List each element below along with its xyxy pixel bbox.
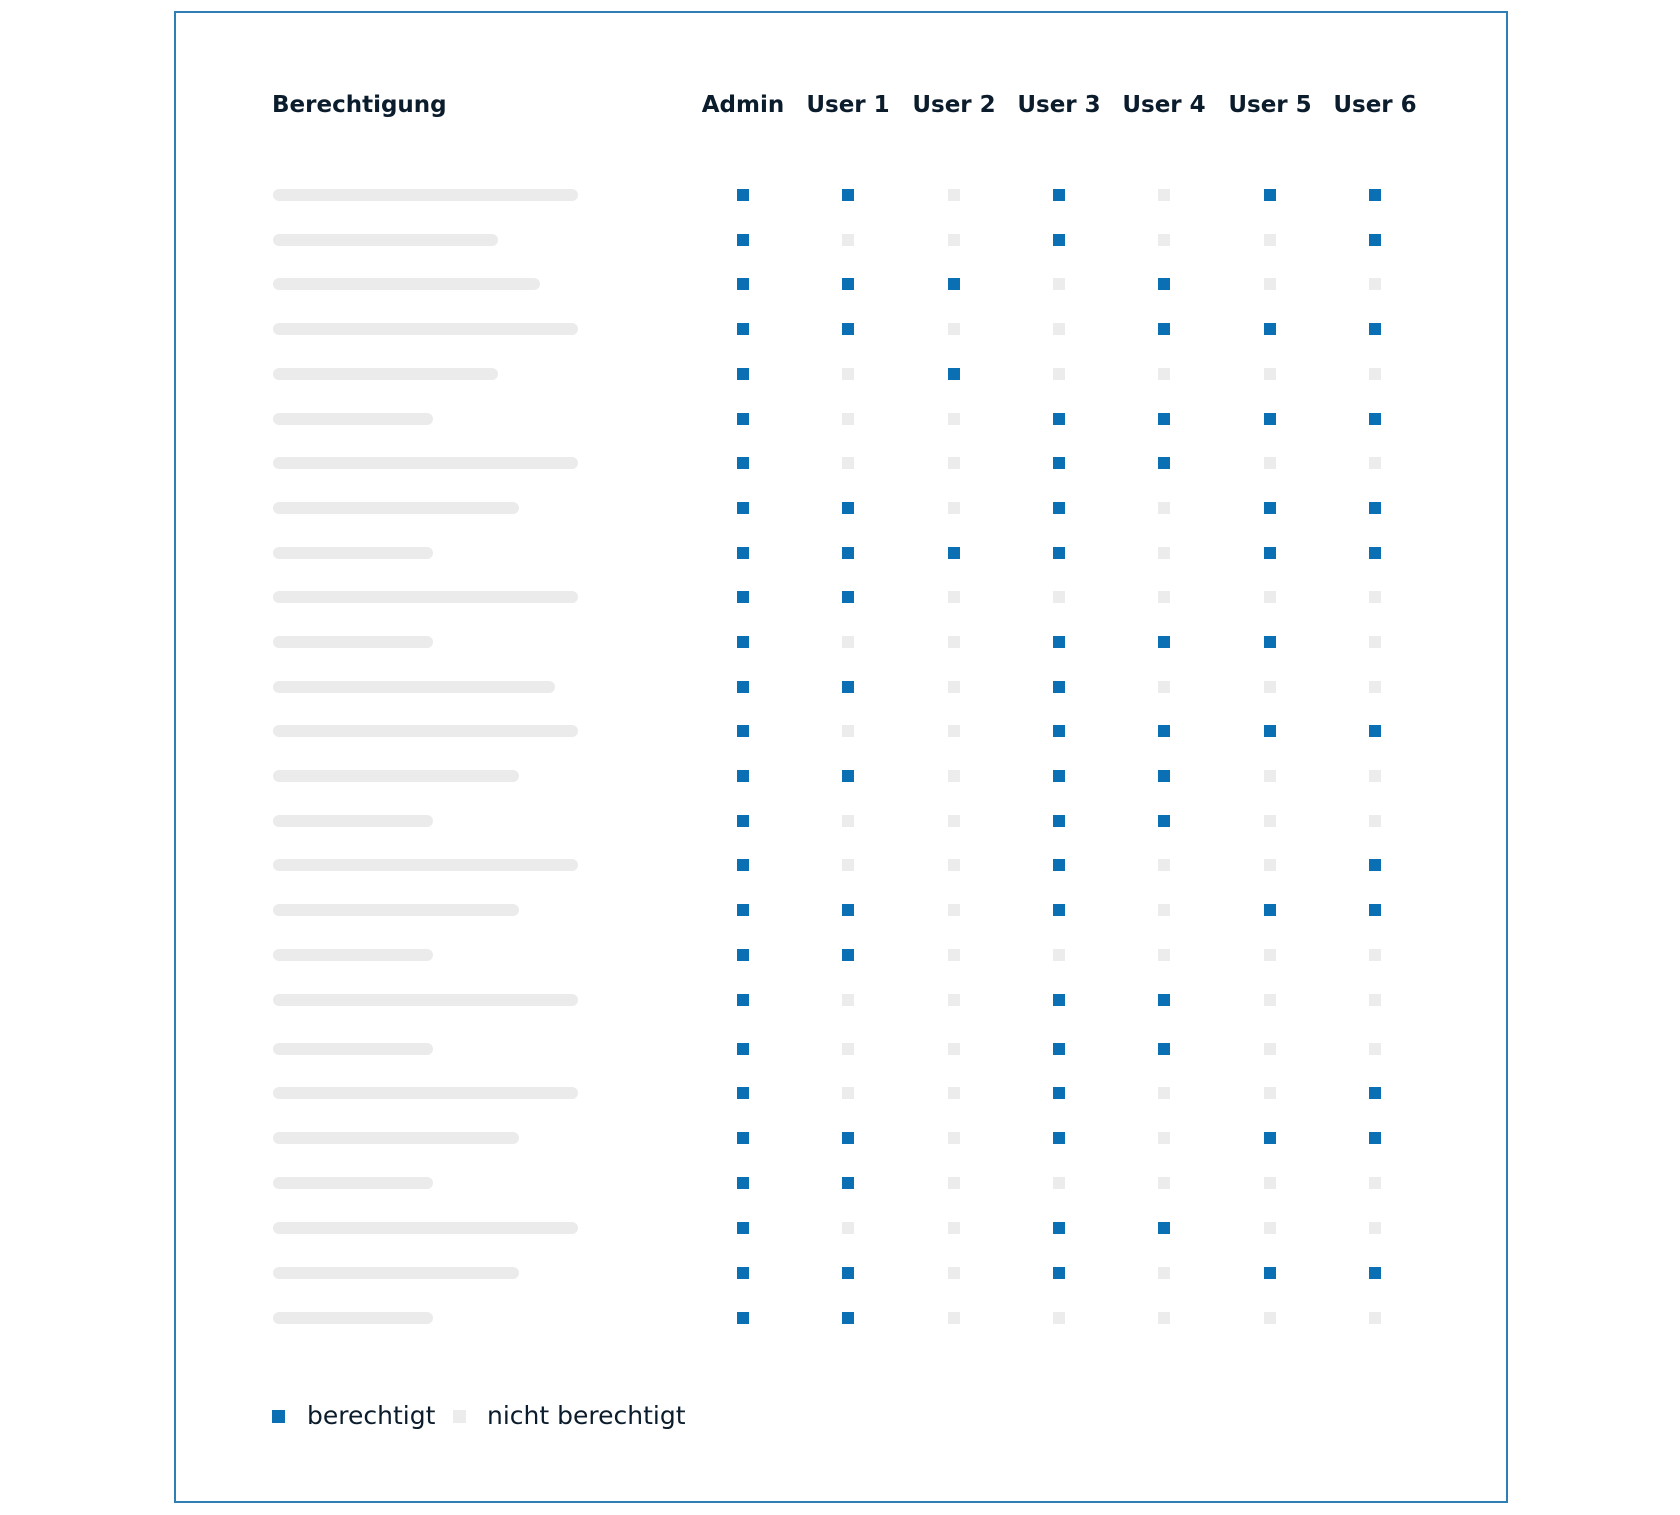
- granted-marker: [842, 681, 854, 693]
- granted-marker: [1053, 725, 1065, 737]
- legend-granted-label: berechtigt: [307, 1401, 436, 1430]
- granted-marker: [1053, 904, 1065, 916]
- permission-label-placeholder: [273, 189, 578, 201]
- denied-marker: [842, 368, 854, 380]
- permission-label-placeholder: [273, 413, 433, 425]
- denied-marker: [1264, 815, 1276, 827]
- granted-marker: [737, 502, 749, 514]
- denied-marker: [948, 323, 960, 335]
- granted-marker: [737, 1267, 749, 1279]
- denied-marker: [1369, 815, 1381, 827]
- denied-marker: [1264, 368, 1276, 380]
- permission-label-placeholder: [273, 457, 578, 469]
- granted-marker: [1264, 547, 1276, 559]
- denied-marker: [1264, 770, 1276, 782]
- granted-marker: [1369, 323, 1381, 335]
- denied-marker: [1264, 681, 1276, 693]
- denied-marker: [948, 1132, 960, 1144]
- granted-marker: [1053, 770, 1065, 782]
- granted-marker: [1264, 1267, 1276, 1279]
- granted-marker: [737, 1312, 749, 1324]
- granted-marker: [948, 547, 960, 559]
- granted-marker: [737, 1177, 749, 1189]
- denied-marker: [1158, 1087, 1170, 1099]
- denied-marker: [1158, 368, 1170, 380]
- granted-marker: [1053, 994, 1065, 1006]
- denied-marker: [842, 1087, 854, 1099]
- column-header-user-3: User 3: [1017, 92, 1101, 118]
- denied-marker: [1264, 1087, 1276, 1099]
- granted-marker: [1053, 234, 1065, 246]
- granted-marker: [1369, 1087, 1381, 1099]
- denied-marker: [1369, 278, 1381, 290]
- granted-marker: [842, 1267, 854, 1279]
- column-header-user-1: User 1: [806, 92, 890, 118]
- denied-marker: [842, 636, 854, 648]
- permission-column-header: Berechtigung: [272, 92, 447, 118]
- permission-label-placeholder: [273, 1312, 433, 1324]
- denied-marker: [842, 1043, 854, 1055]
- permission-label-placeholder: [273, 278, 540, 290]
- granted-marker: [842, 904, 854, 916]
- denied-marker: [1264, 591, 1276, 603]
- denied-marker: [948, 1312, 960, 1324]
- denied-marker: [1369, 457, 1381, 469]
- denied-marker: [948, 949, 960, 961]
- granted-marker: [737, 681, 749, 693]
- denied-marker: [842, 413, 854, 425]
- granted-marker: [1158, 994, 1170, 1006]
- permission-label-placeholder: [273, 1267, 519, 1279]
- granted-marker: [1158, 278, 1170, 290]
- denied-marker: [1158, 949, 1170, 961]
- denied-marker: [1264, 457, 1276, 469]
- permission-label-placeholder: [273, 770, 519, 782]
- denied-marker: [1369, 994, 1381, 1006]
- denied-marker: [1369, 368, 1381, 380]
- granted-marker: [737, 1222, 749, 1234]
- column-header-user-5: User 5: [1228, 92, 1312, 118]
- granted-marker: [737, 725, 749, 737]
- denied-marker: [948, 591, 960, 603]
- permission-label-placeholder: [273, 1222, 578, 1234]
- granted-marker: [842, 1177, 854, 1189]
- denied-marker: [948, 457, 960, 469]
- permission-label-placeholder: [273, 815, 433, 827]
- granted-marker: [737, 591, 749, 603]
- granted-marker: [1158, 725, 1170, 737]
- granted-marker: [1053, 1087, 1065, 1099]
- permission-label-placeholder: [273, 904, 519, 916]
- granted-marker: [1158, 413, 1170, 425]
- granted-marker: [1264, 1132, 1276, 1144]
- denied-marker: [842, 234, 854, 246]
- denied-marker: [1053, 1177, 1065, 1189]
- denied-marker: [1264, 278, 1276, 290]
- granted-marker: [737, 323, 749, 335]
- column-header-user-6: User 6: [1333, 92, 1417, 118]
- granted-marker: [1369, 413, 1381, 425]
- granted-marker: [1369, 1267, 1381, 1279]
- denied-marker: [948, 1267, 960, 1279]
- granted-marker: [1158, 323, 1170, 335]
- denied-marker: [842, 994, 854, 1006]
- denied-marker: [1158, 904, 1170, 916]
- denied-marker: [948, 725, 960, 737]
- granted-marker: [1369, 502, 1381, 514]
- denied-marker: [1053, 323, 1065, 335]
- granted-marker: [737, 457, 749, 469]
- granted-marker: [1264, 502, 1276, 514]
- denied-marker: [1369, 591, 1381, 603]
- permission-label-placeholder: [273, 636, 433, 648]
- denied-marker: [1369, 1177, 1381, 1189]
- denied-marker: [1053, 278, 1065, 290]
- granted-marker: [842, 502, 854, 514]
- denied-marker: [1369, 1312, 1381, 1324]
- denied-marker: [948, 1087, 960, 1099]
- denied-marker: [948, 413, 960, 425]
- granted-marker: [1053, 1043, 1065, 1055]
- permission-label-placeholder: [273, 1132, 519, 1144]
- permission-label-placeholder: [273, 502, 519, 514]
- granted-marker: [1053, 859, 1065, 871]
- denied-marker: [1369, 636, 1381, 648]
- granted-marker: [842, 189, 854, 201]
- denied-marker: [1158, 547, 1170, 559]
- permission-label-placeholder: [273, 859, 578, 871]
- granted-marker: [737, 413, 749, 425]
- granted-marker: [737, 234, 749, 246]
- granted-marker: [1158, 1043, 1170, 1055]
- denied-marker: [1158, 859, 1170, 871]
- permission-label-placeholder: [273, 547, 433, 559]
- denied-marker: [948, 1222, 960, 1234]
- denied-marker: [1158, 591, 1170, 603]
- granted-marker: [1053, 815, 1065, 827]
- denied-marker: [1369, 681, 1381, 693]
- column-header-user-2: User 2: [912, 92, 996, 118]
- legend-granted-swatch: [272, 1410, 285, 1423]
- granted-marker: [737, 636, 749, 648]
- permission-label-placeholder: [273, 949, 433, 961]
- granted-marker: [842, 278, 854, 290]
- denied-marker: [1158, 1177, 1170, 1189]
- denied-marker: [842, 1222, 854, 1234]
- denied-marker: [948, 189, 960, 201]
- granted-marker: [1053, 547, 1065, 559]
- denied-marker: [948, 681, 960, 693]
- denied-marker: [1264, 994, 1276, 1006]
- granted-marker: [737, 994, 749, 1006]
- permission-label-placeholder: [273, 323, 578, 335]
- granted-marker: [737, 1132, 749, 1144]
- granted-marker: [737, 1087, 749, 1099]
- granted-marker: [737, 770, 749, 782]
- denied-marker: [1264, 949, 1276, 961]
- denied-marker: [1158, 1132, 1170, 1144]
- granted-marker: [1158, 815, 1170, 827]
- granted-marker: [1264, 189, 1276, 201]
- granted-marker: [737, 278, 749, 290]
- permission-label-placeholder: [273, 591, 578, 603]
- granted-marker: [1053, 189, 1065, 201]
- granted-marker: [737, 815, 749, 827]
- granted-marker: [842, 949, 854, 961]
- denied-marker: [948, 994, 960, 1006]
- granted-marker: [1369, 725, 1381, 737]
- granted-marker: [1264, 413, 1276, 425]
- denied-marker: [1369, 1043, 1381, 1055]
- denied-marker: [1053, 1312, 1065, 1324]
- denied-marker: [1264, 1312, 1276, 1324]
- denied-marker: [948, 815, 960, 827]
- granted-marker: [842, 1312, 854, 1324]
- legend-denied-swatch: [453, 1410, 466, 1423]
- granted-marker: [842, 770, 854, 782]
- granted-marker: [737, 547, 749, 559]
- permission-label-placeholder: [273, 368, 498, 380]
- permission-label-placeholder: [273, 725, 578, 737]
- granted-marker: [1053, 681, 1065, 693]
- denied-marker: [1158, 1267, 1170, 1279]
- permission-label-placeholder: [273, 234, 498, 246]
- denied-marker: [1264, 1177, 1276, 1189]
- denied-marker: [948, 502, 960, 514]
- granted-marker: [842, 1132, 854, 1144]
- granted-marker: [1053, 1222, 1065, 1234]
- denied-marker: [1264, 1222, 1276, 1234]
- granted-marker: [1369, 859, 1381, 871]
- granted-marker: [842, 547, 854, 559]
- granted-marker: [1053, 413, 1065, 425]
- denied-marker: [948, 234, 960, 246]
- denied-marker: [1264, 1043, 1276, 1055]
- denied-marker: [1053, 949, 1065, 961]
- granted-marker: [1369, 189, 1381, 201]
- granted-marker: [1053, 502, 1065, 514]
- granted-marker: [737, 368, 749, 380]
- denied-marker: [1264, 234, 1276, 246]
- permission-label-placeholder: [273, 1177, 433, 1189]
- denied-marker: [1053, 591, 1065, 603]
- granted-marker: [1264, 725, 1276, 737]
- denied-marker: [1158, 1312, 1170, 1324]
- denied-marker: [948, 1177, 960, 1189]
- granted-marker: [1264, 323, 1276, 335]
- granted-marker: [1369, 904, 1381, 916]
- granted-marker: [1053, 636, 1065, 648]
- legend-denied-label: nicht berechtigt: [487, 1401, 686, 1430]
- granted-marker: [1369, 547, 1381, 559]
- granted-marker: [737, 859, 749, 871]
- granted-marker: [1369, 234, 1381, 246]
- granted-marker: [1053, 1132, 1065, 1144]
- granted-marker: [1158, 636, 1170, 648]
- permission-label-placeholder: [273, 681, 555, 693]
- denied-marker: [1369, 949, 1381, 961]
- denied-marker: [948, 770, 960, 782]
- column-header-user-4: User 4: [1122, 92, 1206, 118]
- denied-marker: [1158, 234, 1170, 246]
- denied-marker: [948, 904, 960, 916]
- denied-marker: [948, 1043, 960, 1055]
- granted-marker: [1264, 636, 1276, 648]
- denied-marker: [842, 725, 854, 737]
- granted-marker: [1158, 770, 1170, 782]
- granted-marker: [1264, 904, 1276, 916]
- denied-marker: [948, 636, 960, 648]
- permission-label-placeholder: [273, 1087, 578, 1099]
- granted-marker: [1053, 457, 1065, 469]
- denied-marker: [842, 859, 854, 871]
- denied-marker: [1158, 189, 1170, 201]
- granted-marker: [842, 323, 854, 335]
- denied-marker: [1369, 1222, 1381, 1234]
- granted-marker: [1369, 1132, 1381, 1144]
- granted-marker: [842, 591, 854, 603]
- granted-marker: [948, 278, 960, 290]
- permission-label-placeholder: [273, 1043, 433, 1055]
- granted-marker: [737, 904, 749, 916]
- granted-marker: [1158, 1222, 1170, 1234]
- denied-marker: [1158, 681, 1170, 693]
- denied-marker: [1053, 368, 1065, 380]
- granted-marker: [737, 949, 749, 961]
- granted-marker: [737, 189, 749, 201]
- granted-marker: [1158, 457, 1170, 469]
- denied-marker: [1158, 502, 1170, 514]
- denied-marker: [1264, 859, 1276, 871]
- denied-marker: [948, 859, 960, 871]
- granted-marker: [737, 1043, 749, 1055]
- column-header-admin: Admin: [701, 92, 785, 118]
- denied-marker: [842, 815, 854, 827]
- permission-label-placeholder: [273, 994, 578, 1006]
- granted-marker: [948, 368, 960, 380]
- granted-marker: [1053, 1267, 1065, 1279]
- denied-marker: [1369, 770, 1381, 782]
- denied-marker: [842, 457, 854, 469]
